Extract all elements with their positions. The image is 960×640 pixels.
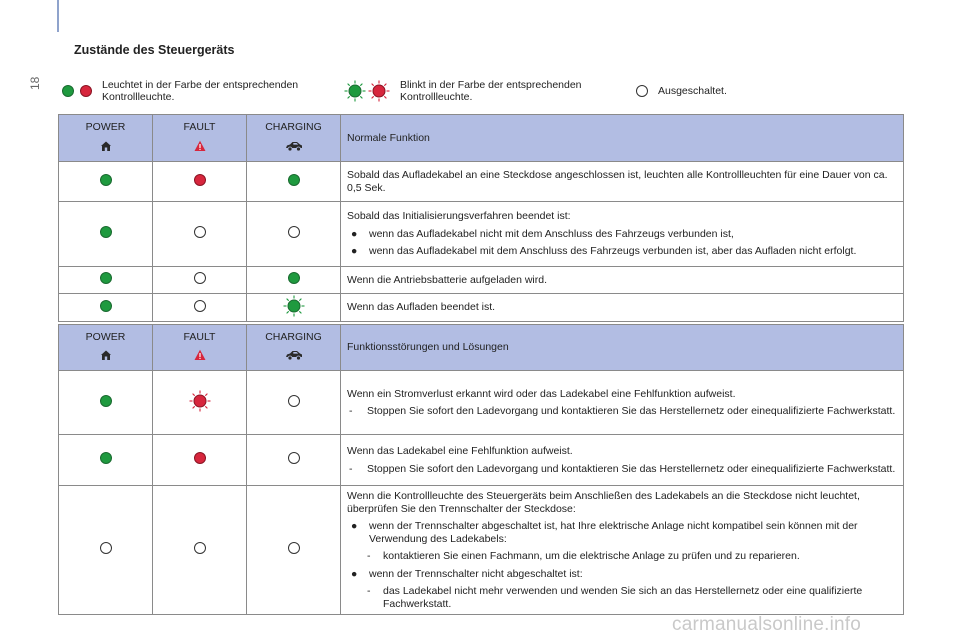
green-lamp-icon: [100, 300, 112, 312]
table-row: [59, 486, 904, 615]
list-item: - Stoppen Sie sofort den Ladevorgang und kontaktieren Sie das Herstellernetz oder einequalifizierte Fachwerkstatt.: [349, 405, 896, 417]
off-lamp-icon: [288, 542, 300, 554]
red-blinking-lamp-icon: [368, 80, 390, 102]
section-title: Zustände des Steuergeräts: [74, 43, 235, 57]
fault-column-header: FAULT: [153, 325, 247, 371]
table-row: [59, 435, 904, 486]
legend-blink: [344, 76, 620, 106]
car-icon: [285, 349, 303, 361]
legend-off-text: Ausgeschaltet.: [658, 85, 727, 97]
off-lamp-icon: [288, 452, 300, 464]
legend-blink-text: Blinkt in der Farbe der entsprechenden Kontrollleuchte.: [400, 79, 582, 103]
off-lamp-icon: [636, 85, 648, 97]
red-lamp-icon: [80, 85, 92, 97]
red-blinking-lamp-icon: [189, 390, 211, 412]
list-item: - kontaktieren Sie einen Fachmann, um die elektrische Anlage zu prüfen und zu reparieren.: [367, 550, 800, 562]
legend-off: [636, 76, 727, 106]
malfunctions-table: [58, 324, 904, 615]
charging-column-header: CHARGING: [247, 115, 341, 162]
off-lamp-icon: [100, 542, 112, 554]
green-lamp-icon: [62, 85, 74, 97]
normal-function-table: [58, 114, 904, 322]
warning-triangle-icon: [194, 140, 206, 152]
off-lamp-icon: [194, 226, 206, 238]
list-item: - das Ladekabel nicht mehr verwenden und wenden Sie sich an das Herstellernetz oder eine qualifizierte Fachwerkstatt.: [367, 585, 863, 610]
row-description: Wenn ein Stromverlust erkannt wird oder das Ladekabel eine Fehlfunktion aufweist. - Stoppen Sie sofort den Ladevorgang und kontaktieren Sie das Herstellernetz oder einequalifizierte Fachwerkstatt.: [341, 371, 904, 435]
table-header-row: [59, 325, 904, 371]
table-row: [59, 371, 904, 435]
off-lamp-icon: [194, 272, 206, 284]
warning-triangle-icon: [194, 349, 206, 361]
watermark: carmanualsonline.info: [672, 614, 862, 635]
power-column-header: POWER: [59, 325, 153, 371]
legend-on: [62, 76, 322, 106]
table-row: [59, 202, 904, 267]
row-description: Wenn das Aufladen beendet ist.: [341, 294, 904, 322]
row-description: Sobald das Aufladekabel an eine Steckdose angeschlossen ist, leuchten alle Kontrollleuchten für eine Dauer von ca. 0,5 Sek.: [341, 162, 904, 202]
table-header-row: [59, 115, 904, 162]
red-lamp-icon: [194, 452, 206, 464]
list-item: ● wenn der Trennschalter nicht abgeschaltet ist:: [351, 567, 583, 580]
normal-function-heading: Normale Funktion: [341, 115, 904, 162]
fault-column-header: FAULT: [153, 115, 247, 162]
malfunctions-heading: Funktionsstörungen und Lösungen: [341, 325, 904, 371]
power-column-header: POWER: [59, 115, 153, 162]
row-description: Wenn die Antriebsbatterie aufgeladen wird.: [341, 267, 904, 294]
off-lamp-icon: [288, 395, 300, 407]
car-icon: [285, 140, 303, 152]
list-item: ● wenn das Aufladekabel nicht mit dem Anschluss des Fahrzeugs verbunden ist,: [351, 227, 734, 240]
page-number: 18: [28, 76, 42, 90]
green-lamp-icon: [100, 226, 112, 238]
row-description: Wenn die Kontrollleuchte des Steuergeräts beim Anschließen des Ladekabels an die Steckdose nicht leuchtet, überprüfen Sie den Trennschalter der Steckdose: ● wenn der Trennschalter abgeschaltet ist, hat Ihre elektrische Anlage nicht kompatibel sein können mit der Verwendung des Ladekabels: - kontaktieren Sie einen Fachmann, um die elektrische Anlage zu prüfen und zu reparieren. ● wenn der Trennschalter nicht abgeschaltet ist: - das Ladekabel nicht mehr verwenden und wenden Sie sich an das Herstellernetz oder eine qualifizierte Fachwerkstatt.: [341, 486, 904, 615]
off-lamp-icon: [288, 226, 300, 238]
house-icon: [100, 349, 112, 361]
green-lamp-icon: [100, 272, 112, 284]
green-blinking-lamp-icon: [344, 80, 366, 102]
green-lamp-icon: [100, 174, 112, 186]
list-item: ● wenn der Trennschalter abgeschaltet ist, hat Ihre elektrische Anlage nicht kompatibel sein können mit der Verwendung des Ladekabels:: [351, 520, 858, 545]
off-lamp-icon: [194, 300, 206, 312]
table-row: [59, 267, 904, 294]
off-lamp-icon: [194, 542, 206, 554]
row-description: Sobald das Initialisierungsverfahren beendet ist: ● wenn das Aufladekabel nicht mit dem Anschluss des Fahrzeugs verbunden ist, ● wenn das Aufladekabel mit dem Anschluss des Fahrzeugs verbunden ist, aber das Aufladen nicht erfolgt.: [341, 202, 904, 267]
list-item: - Stoppen Sie sofort den Ladevorgang und kontaktieren Sie das Herstellernetz oder einequalifizierte Fachwerkstatt.: [349, 462, 896, 475]
green-blinking-lamp-icon: [283, 295, 305, 317]
table-row: [59, 162, 904, 202]
house-icon: [100, 140, 112, 152]
green-lamp-icon: [288, 174, 300, 186]
charging-column-header: CHARGING: [247, 325, 341, 371]
table-row: [59, 294, 904, 322]
side-rule: [57, 0, 59, 32]
green-lamp-icon: [288, 272, 300, 284]
list-item: ● wenn das Aufladekabel mit dem Anschluss des Fahrzeugs verbunden ist, aber das Aufladen nicht erfolgt.: [351, 245, 857, 258]
row-description: Wenn das Ladekabel eine Fehlfunktion aufweist. - Stoppen Sie sofort den Ladevorgang und kontaktieren Sie das Herstellernetz oder einequalifizierte Fachwerkstatt.: [341, 435, 904, 486]
legend-on-text: Leuchtet in der Farbe der entsprechenden Kontrollleuchte.: [102, 79, 299, 103]
green-lamp-icon: [100, 395, 112, 407]
green-lamp-icon: [100, 452, 112, 464]
red-lamp-icon: [194, 174, 206, 186]
